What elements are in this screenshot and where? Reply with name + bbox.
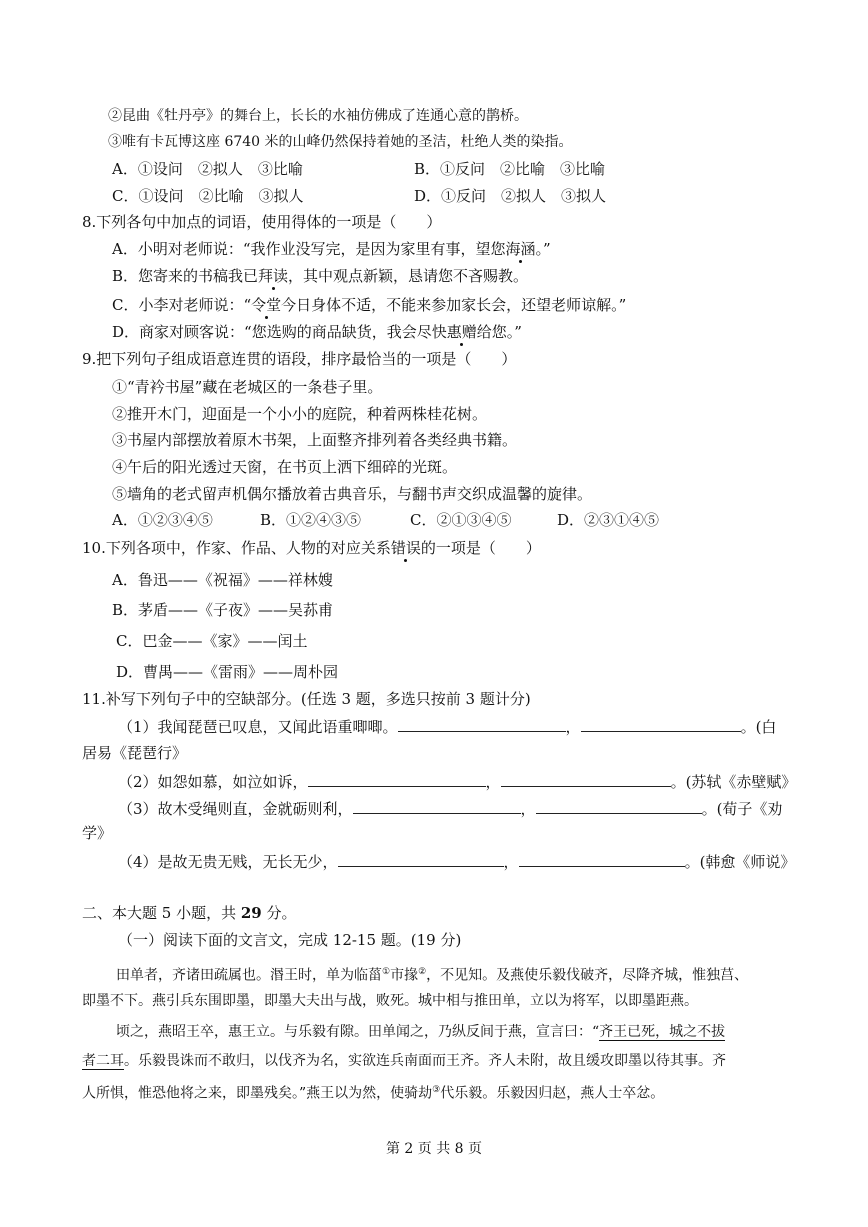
q11-item-3-source: 学》 bbox=[82, 824, 113, 842]
q11-item-3: （3）故木受绳则直，金就砺则利， ， 。(荀子《劝 bbox=[118, 797, 782, 819]
q11-stem: 11.补写下列句子中的空缺部分。(任选 3 题，多选只按前 3 题计分) bbox=[82, 690, 531, 708]
passage-p2-line1: 顷之，燕昭王卒，惠王立。与乐毅有隙。田单闻之，乃纵反间于燕，宣言曰：“齐王已死，城之不拔 bbox=[116, 1024, 726, 1040]
subsection-1-heading: （一）阅读下面的文言文，完成 12-15 题。(19 分) bbox=[118, 931, 462, 949]
q10-option-a: A．鲁迅——《祝福》——祥林嫂 bbox=[112, 571, 333, 589]
q7-option-d: D．①反问 ②拟人 ③拟人 bbox=[414, 187, 607, 205]
passage-p2-line3: 人所惧，惟恐他将之来，即墨残矣。”燕王以为然，使骑劫③代乐毅。乐毅因归赵，燕人士卒忿。 bbox=[82, 1085, 665, 1102]
q9-sentence-3: ③书屋内部摆放着原木书架，上面整齐排列着各类经典书籍。 bbox=[112, 431, 518, 449]
q9-stem: 9.把下列句子组成语意连贯的语段，排序最恰当的一项是（ ） bbox=[82, 350, 517, 368]
answer-blank[interactable] bbox=[501, 770, 671, 787]
answer-blank[interactable] bbox=[338, 850, 504, 867]
q11-item-1-source: 居易《琵琶行》 bbox=[82, 744, 188, 762]
answer-blank[interactable] bbox=[536, 797, 702, 814]
q9-sentence-2: ②推开木门，迎面是一个小小的庭院，种着两株桂花树。 bbox=[112, 405, 488, 423]
q8-option-d: D．商家对顾客说：“您选购的商品缺货，我会尽快惠赠给您。” bbox=[112, 323, 522, 341]
answer-blank[interactable] bbox=[398, 715, 566, 732]
q10-option-b: B．茅盾——《子夜》——吴荪甫 bbox=[112, 601, 334, 619]
q7-option-b: B．①反问 ②比喻 ③比喻 bbox=[414, 160, 606, 178]
page-number: 第 2 页 共 8 页 bbox=[385, 1141, 483, 1157]
answer-blank[interactable] bbox=[353, 797, 521, 814]
q8-option-b: B．您寄来的书稿我已拜读，其中观点新颖，恳请您不吝赐教。 bbox=[112, 267, 529, 285]
q7-option-c: C．①设问 ②比喻 ③拟人 bbox=[112, 187, 304, 205]
q9-sentence-5: ⑤墙角的老式留声机偶尔播放着古典音乐，与翻书声交织成温馨的旋律。 bbox=[112, 485, 593, 503]
passage-p2-line2: 者二耳。乐毅畏诛而不敢归，以伐齐为名，实欲连兵南面而王齐。齐人未附，故且缓攻即墨以待其事。齐 bbox=[82, 1053, 726, 1069]
q8-stem: 8.下列各句中加点的词语，使用得体的一项是（ ） bbox=[82, 213, 442, 231]
q9-option-a: A．①②③④⑤ bbox=[112, 511, 213, 529]
q9-option-d: D．②③①④⑤ bbox=[557, 511, 660, 529]
passage-p1-line1: 田单者，齐诸田疏属也。湣王时，单为临菑①市掾②，不见知。及燕使乐毅伐破齐，尽降齐城，惟独莒、 bbox=[116, 967, 749, 984]
q10-option-d: D．曹禺——《雷雨》——周朴园 bbox=[116, 663, 339, 681]
q10-option-c: C．巴金——《家》——闰土 bbox=[116, 632, 308, 650]
q11-item-1: （1）我闻琵琶已叹息，又闻此语重唧唧。 ， 。(白 bbox=[118, 715, 776, 737]
answer-blank[interactable] bbox=[581, 715, 741, 732]
q9-sentence-1: ①“青衿书屋”藏在老城区的一条巷子里。 bbox=[112, 378, 383, 396]
q7-option-a: A．①设问 ②拟人 ③比喻 bbox=[112, 160, 303, 178]
q11-item-2: （2）如怨如慕，如泣如诉， ， 。(苏轼《赤壁赋》 bbox=[118, 770, 796, 792]
answer-blank[interactable] bbox=[308, 770, 486, 787]
q9-option-b: B．①②④③⑤ bbox=[260, 511, 362, 529]
answer-blank[interactable] bbox=[519, 850, 685, 867]
q9-sentence-4: ④午后的阳光透过天窗，在书页上洒下细碎的光斑。 bbox=[112, 458, 458, 476]
section-2-heading: 二、本大题 5 小题，共 29 分。 bbox=[82, 904, 297, 922]
q9-option-c: C．②①③④⑤ bbox=[410, 511, 512, 529]
q11-item-4: （4）是故无贵无贱，无长无少， ， 。(韩愈《师说》 bbox=[118, 850, 795, 872]
q7-item-2: ②昆曲《牡丹亭》的舞台上，长长的水袖仿佛成了连通心意的鹊桥。 bbox=[108, 108, 528, 124]
q8-option-a: A．小明对老师说：“我作业没写完，是因为家里有事，望您海涵。” bbox=[112, 240, 551, 258]
q8-option-c: C．小李对老师说：“令堂今日身体不适，不能来参加家长会，还望老师谅解。” bbox=[112, 296, 627, 314]
q7-item-3: ③唯有卡瓦博这座 6740 米的山峰仍然保持着她的圣洁，杜绝人类的染指。 bbox=[108, 134, 573, 150]
q10-stem: 10.下列各项中，作家、作品、人物的对应关系错误的一项是（ ） bbox=[82, 539, 541, 557]
passage-p1-line2: 即墨不下。燕引兵东围即墨，即墨大夫出与战，败死。城中相与推田单，立以为将军，以即墨距燕。 bbox=[82, 993, 698, 1009]
